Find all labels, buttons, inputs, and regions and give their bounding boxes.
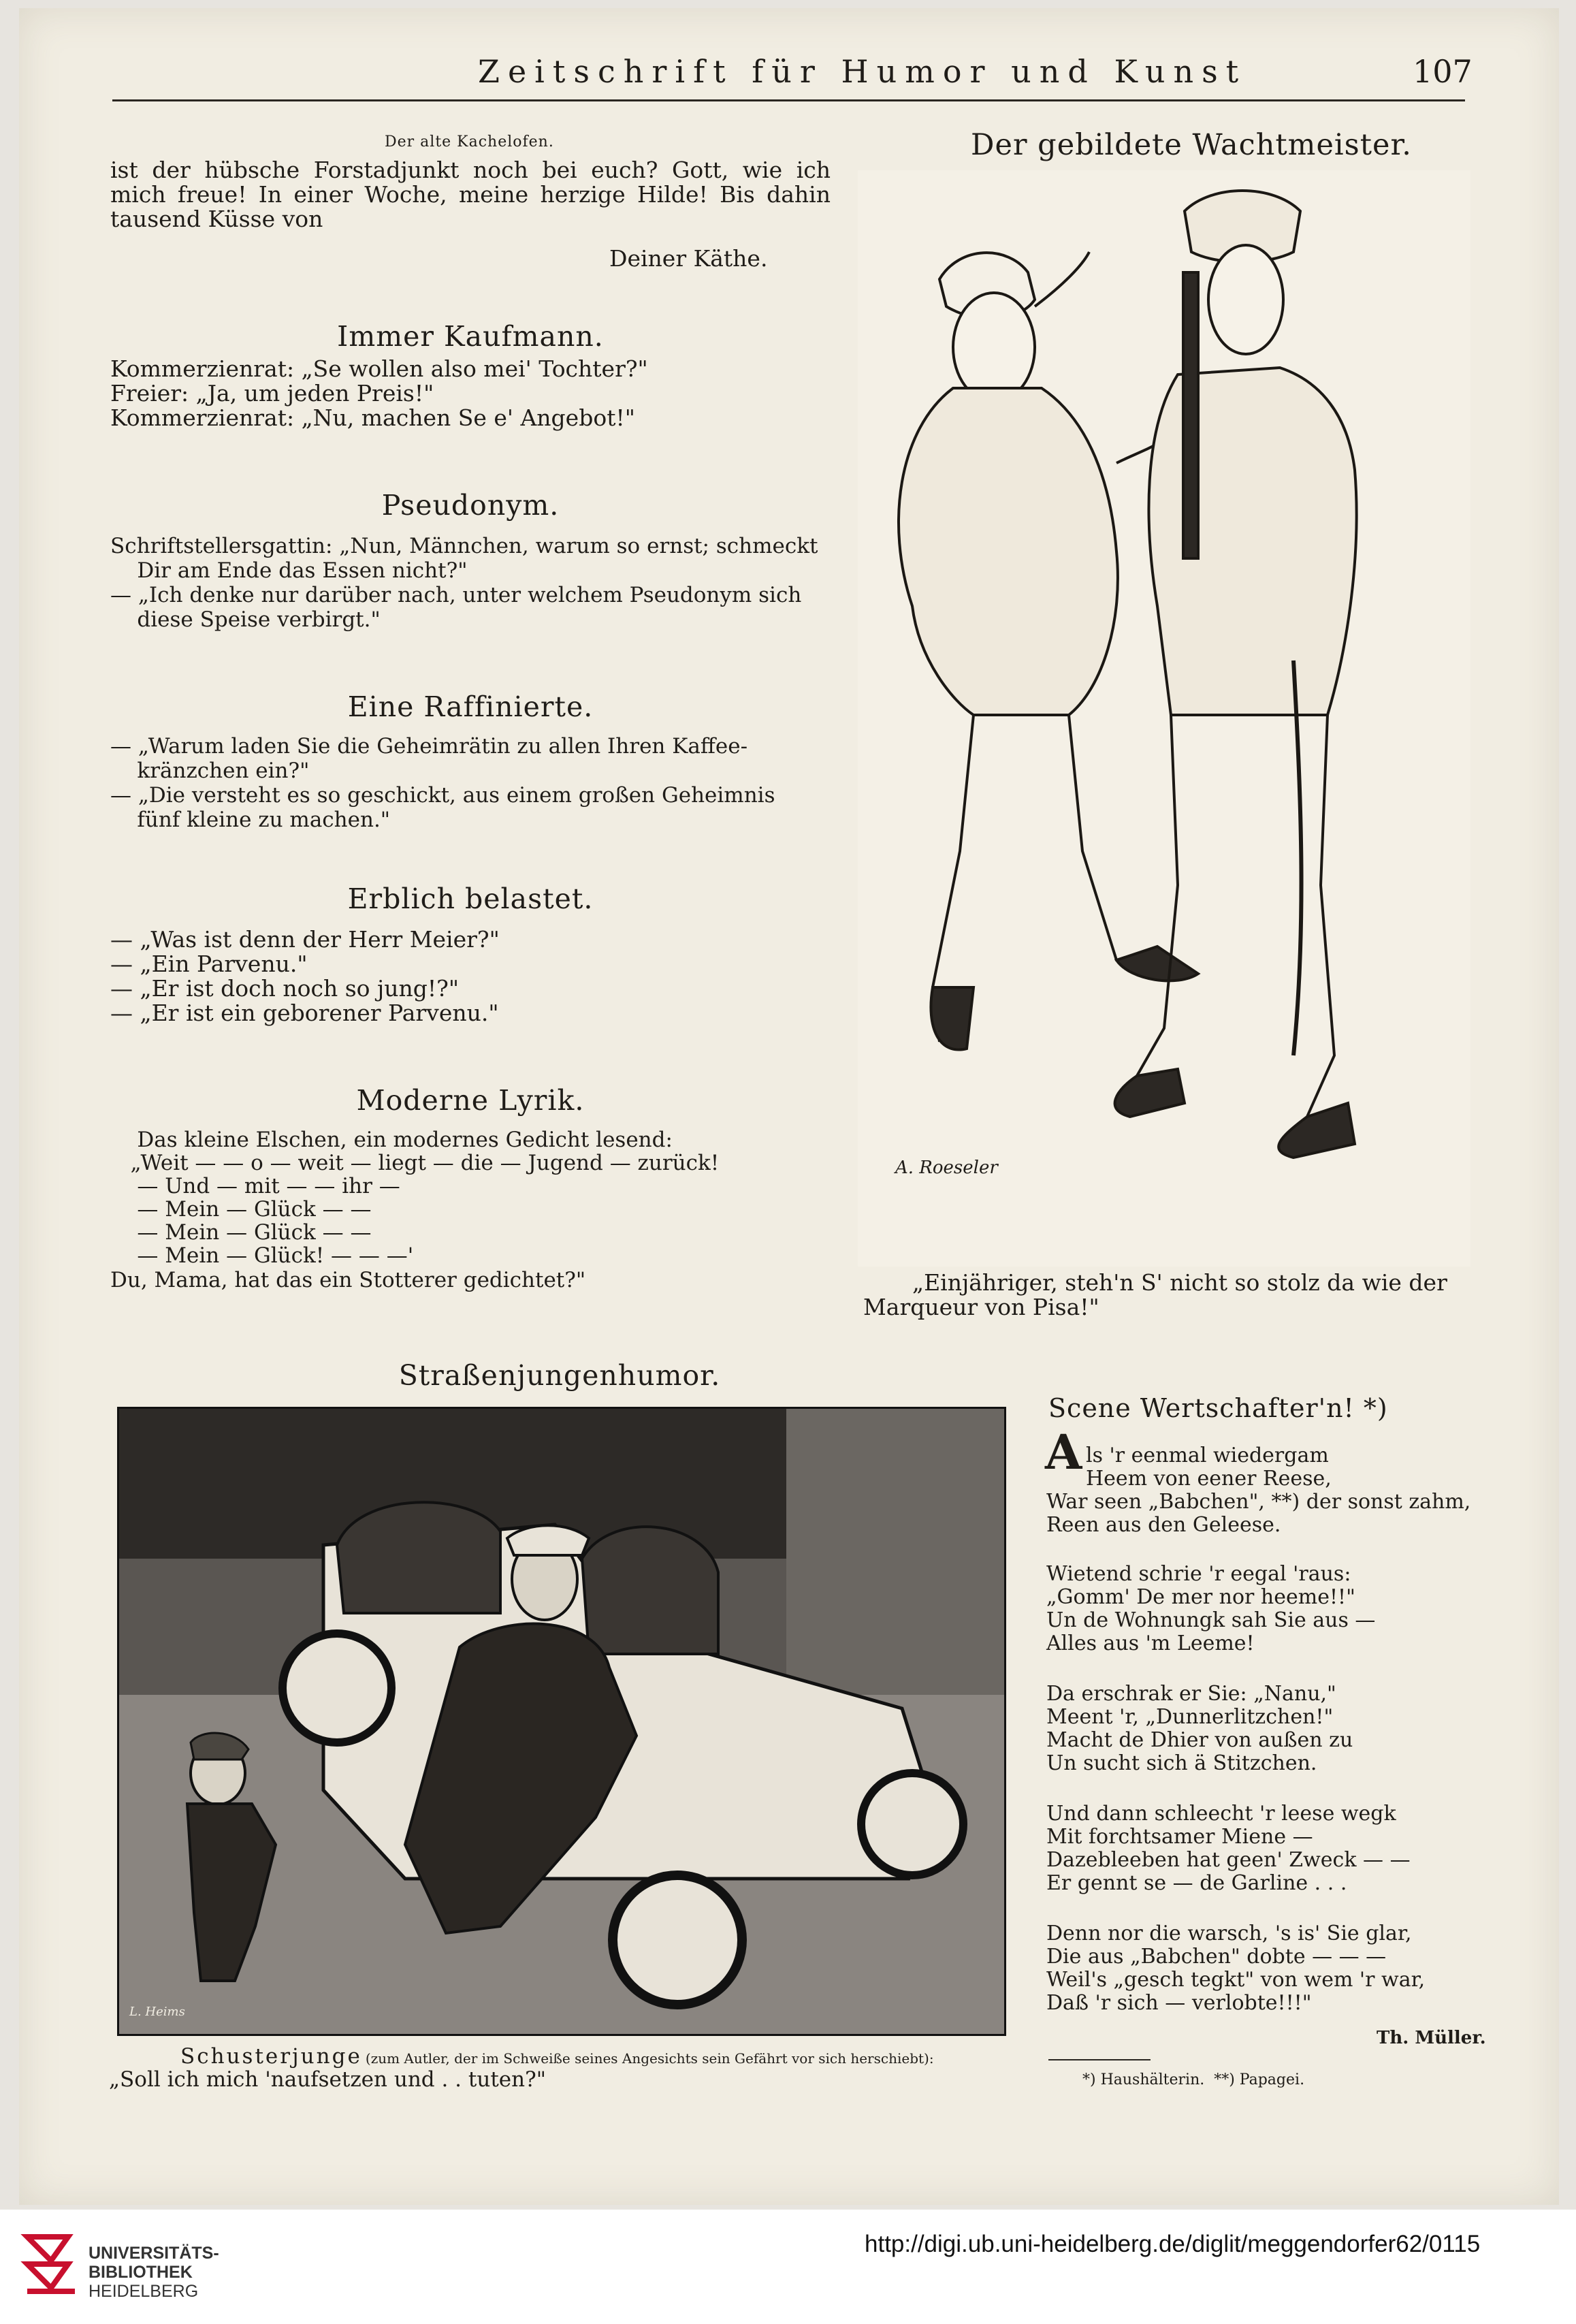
strassenjungen-title: Straßenjungenhumor. (398, 1359, 721, 1392)
institution-line-2: BIBLIOTHEK (89, 2263, 193, 2282)
poem-stanza-1-line-1: ls 'r eenmal wiedergam (1086, 1444, 1329, 1467)
heidelberg-logo-icon (20, 2223, 82, 2305)
poem-stanza-4-line-3: Dazebleeben hat geen' Zweck — — (1046, 1848, 1411, 1872)
poem-stanza-2-line-4: Alles aus 'm Leeme! (1046, 1631, 1255, 1655)
page-number: 107 (1413, 53, 1473, 90)
wachtmeister-title: Der gebildete Wachtmeister. (971, 128, 1412, 162)
section-pseudonym-line-2: Dir am Ende das Essen nicht?" (110, 558, 468, 583)
intro-signature: Deiner Käthe. (609, 245, 768, 272)
strassenjungen-caption-speaker: Schusterjunge (180, 2044, 362, 2069)
strassenjungen-illustration (117, 1407, 1006, 2036)
car-scene-drawing (119, 1409, 1004, 2034)
section-title-pseudonym: Pseudonym. (381, 489, 560, 522)
poem-stanza-3-line-3: Macht de Dhier von außen zu (1046, 1728, 1353, 1752)
section-title-lyrik: Moderne Lyrik. (356, 1084, 585, 1117)
strassenjungen-artist-signature: L. Heims (129, 2005, 185, 2019)
university-logo[interactable] (20, 2223, 218, 2312)
strassenjungen-caption-quote: „Soll ich mich 'naufsetzen und . . tuten?" (109, 2067, 546, 2092)
section-lyrik-line-1: Das kleine Elschen, ein modernes Gedicht lesend: (110, 1128, 673, 1152)
poem-footnote: *) Haushälterin. **) Papagei. (1082, 2071, 1305, 2088)
section-lyrik-line-5: — Mein — Glück — — (110, 1220, 372, 1245)
wachtmeister-caption-line-2: Marqueur von Pisa!" (863, 1294, 1099, 1320)
section-title-kaufmann: Immer Kaufmann. (337, 320, 604, 353)
section-kaufmann-line-3: Kommerzienrat: „Nu, machen Se e' Angebot!" (110, 404, 635, 431)
poem-stanza-1-line-2: Heem von eener Reese, (1086, 1467, 1332, 1491)
poem-stanza-3-line-4: Un sucht sich ä Stitzchen. (1046, 1751, 1317, 1775)
intro-text: ist der hübsche Forstadjunkt noch bei euch? Gott, wie ich mich freue! In einer Woche, meine herzige Hilde! Bis dahin tausend Küsse von (110, 157, 831, 232)
poem-stanza-5-line-2: Die aus „Babchen" dobte — — — (1046, 1945, 1387, 1969)
poem-stanza-1-line-4: Reen aus den Geleese. (1046, 1513, 1281, 1537)
section-erblich-line-4: — „Er ist ein geborener Parvenu." (110, 1000, 499, 1026)
wachtmeister-artist-signature: A. Roeseler (895, 1158, 998, 1178)
permalink-url[interactable]: http://digi.ub.uni-heidelberg.de/diglit/meggendorfer62/0115 (865, 2231, 1481, 2257)
poem-author: Th. Müller. (1377, 2028, 1486, 2048)
section-lyrik-line-2: „Weit — — o — weit — liegt — die — Jugend — zurück! (110, 1151, 720, 1175)
section-lyrik-line-4: — Mein — Glück — — (110, 1197, 372, 1222)
section-raffinierte-line-3: — „Die versteht es so geschickt, aus einem großen Geheimnis (110, 783, 775, 808)
intro-caption: Der alte Kachelofen. (385, 133, 554, 150)
poem-stanza-2-line-3: Un de Wohnungk sah Sie aus — (1046, 1608, 1376, 1632)
poem-stanza-5-line-1: Denn nor die warsch, 's is' Sie glar, (1046, 1922, 1412, 1945)
poem-stanza-2-line-2: „Gomm' De mer nor heeme!!" (1046, 1585, 1355, 1609)
wachtmeister-caption-line-1: „Einjähriger, steh'n S' nicht so stolz da wie der (912, 1269, 1447, 1296)
poem-stanza-4-line-4: Er gennt se — de Garline . . . (1046, 1871, 1347, 1895)
section-lyrik-line-7: Du, Mama, hat das ein Stotterer gedichtet?" (110, 1268, 586, 1292)
footnote-rule (1048, 2059, 1151, 2060)
section-pseudonym-line-4: diese Speise verbirgt." (110, 607, 381, 632)
strassenjungen-caption-row (180, 2044, 934, 2069)
poem-stanza-5-line-4: Daß 'r sich — verlobte!!!" (1046, 1991, 1312, 2015)
institution-line-1: UNIVERSITÄTS- (89, 2244, 219, 2263)
section-lyrik-line-6: — Mein — Glück! — — —' (110, 1243, 414, 1268)
section-lyrik-line-3: — Und — mit — — ihr — (110, 1174, 400, 1198)
institution-line-3: HEIDELBERG (89, 2282, 199, 2301)
section-title-raffinierte: Eine Raffinierte. (347, 690, 594, 723)
poem-drop-cap: A (1045, 1424, 1082, 1480)
poem-stanza-3-line-1: Da erschrak er Sie: „Nanu," (1046, 1682, 1336, 1706)
wachtmeister-illustration (858, 170, 1470, 1267)
section-raffinierte-line-4: fünf kleine zu machen." (110, 808, 391, 832)
section-erblich-line-1: — „Was ist denn der Herr Meier?" (110, 926, 500, 953)
soldiers-drawing (858, 170, 1470, 1267)
poem-stanza-5-line-3: Weil's „gesch tegkt" von wem 'r war, (1046, 1968, 1426, 1992)
section-erblich-line-2: — „Ein Parvenu." (110, 951, 308, 977)
section-kaufmann-line-1: Kommerzienrat: „Se wollen also mei' Tochter?" (110, 355, 648, 382)
strassenjungen-caption-note: (zum Autler, der im Schweiße seines Angesichts sein Gefährt vor sich herschiebt): (365, 2050, 934, 2067)
section-title-erblich: Erblich belastet. (347, 882, 594, 915)
section-raffinierte-line-2: kränzchen ein?" (110, 759, 310, 783)
poem-stanza-2-line-1: Wietend schrie 'r eegal 'raus: (1046, 1562, 1351, 1586)
section-raffinierte-line-1: — „Warum laden Sie die Geheimrätin zu allen Ihren Kaffee- (110, 734, 748, 759)
poem-stanza-4-line-2: Mit forchtsamer Miene — (1046, 1825, 1313, 1849)
footer-bar (0, 2210, 1576, 2324)
poem-title: Scene Wertschafter'n! *) (1048, 1393, 1388, 1423)
section-pseudonym-line-1: Schriftstellersgattin: „Nun, Männchen, warum so ernst; schmeckt (110, 534, 818, 558)
header-rule (112, 99, 1465, 101)
section-pseudonym-line-3: — „Ich denke nur darüber nach, unter welchem Pseudonym sich (110, 583, 802, 607)
poem-stanza-4-line-1: Und dann schleecht 'r leese wegk (1046, 1802, 1396, 1826)
section-kaufmann-line-2: Freier: „Ja, um jeden Preis!" (110, 380, 434, 407)
poem-stanza-1-line-3: War seen „Babchen", **) der sonst zahm, (1046, 1490, 1471, 1514)
poem-stanza-3-line-2: Meent 'r, „Dunnerlitzchen!" (1046, 1705, 1334, 1729)
page-header-title: Zeitschrift für Humor und Kunst (478, 53, 1247, 90)
section-erblich-line-3: — „Er ist doch noch so jung!?" (110, 975, 460, 1002)
